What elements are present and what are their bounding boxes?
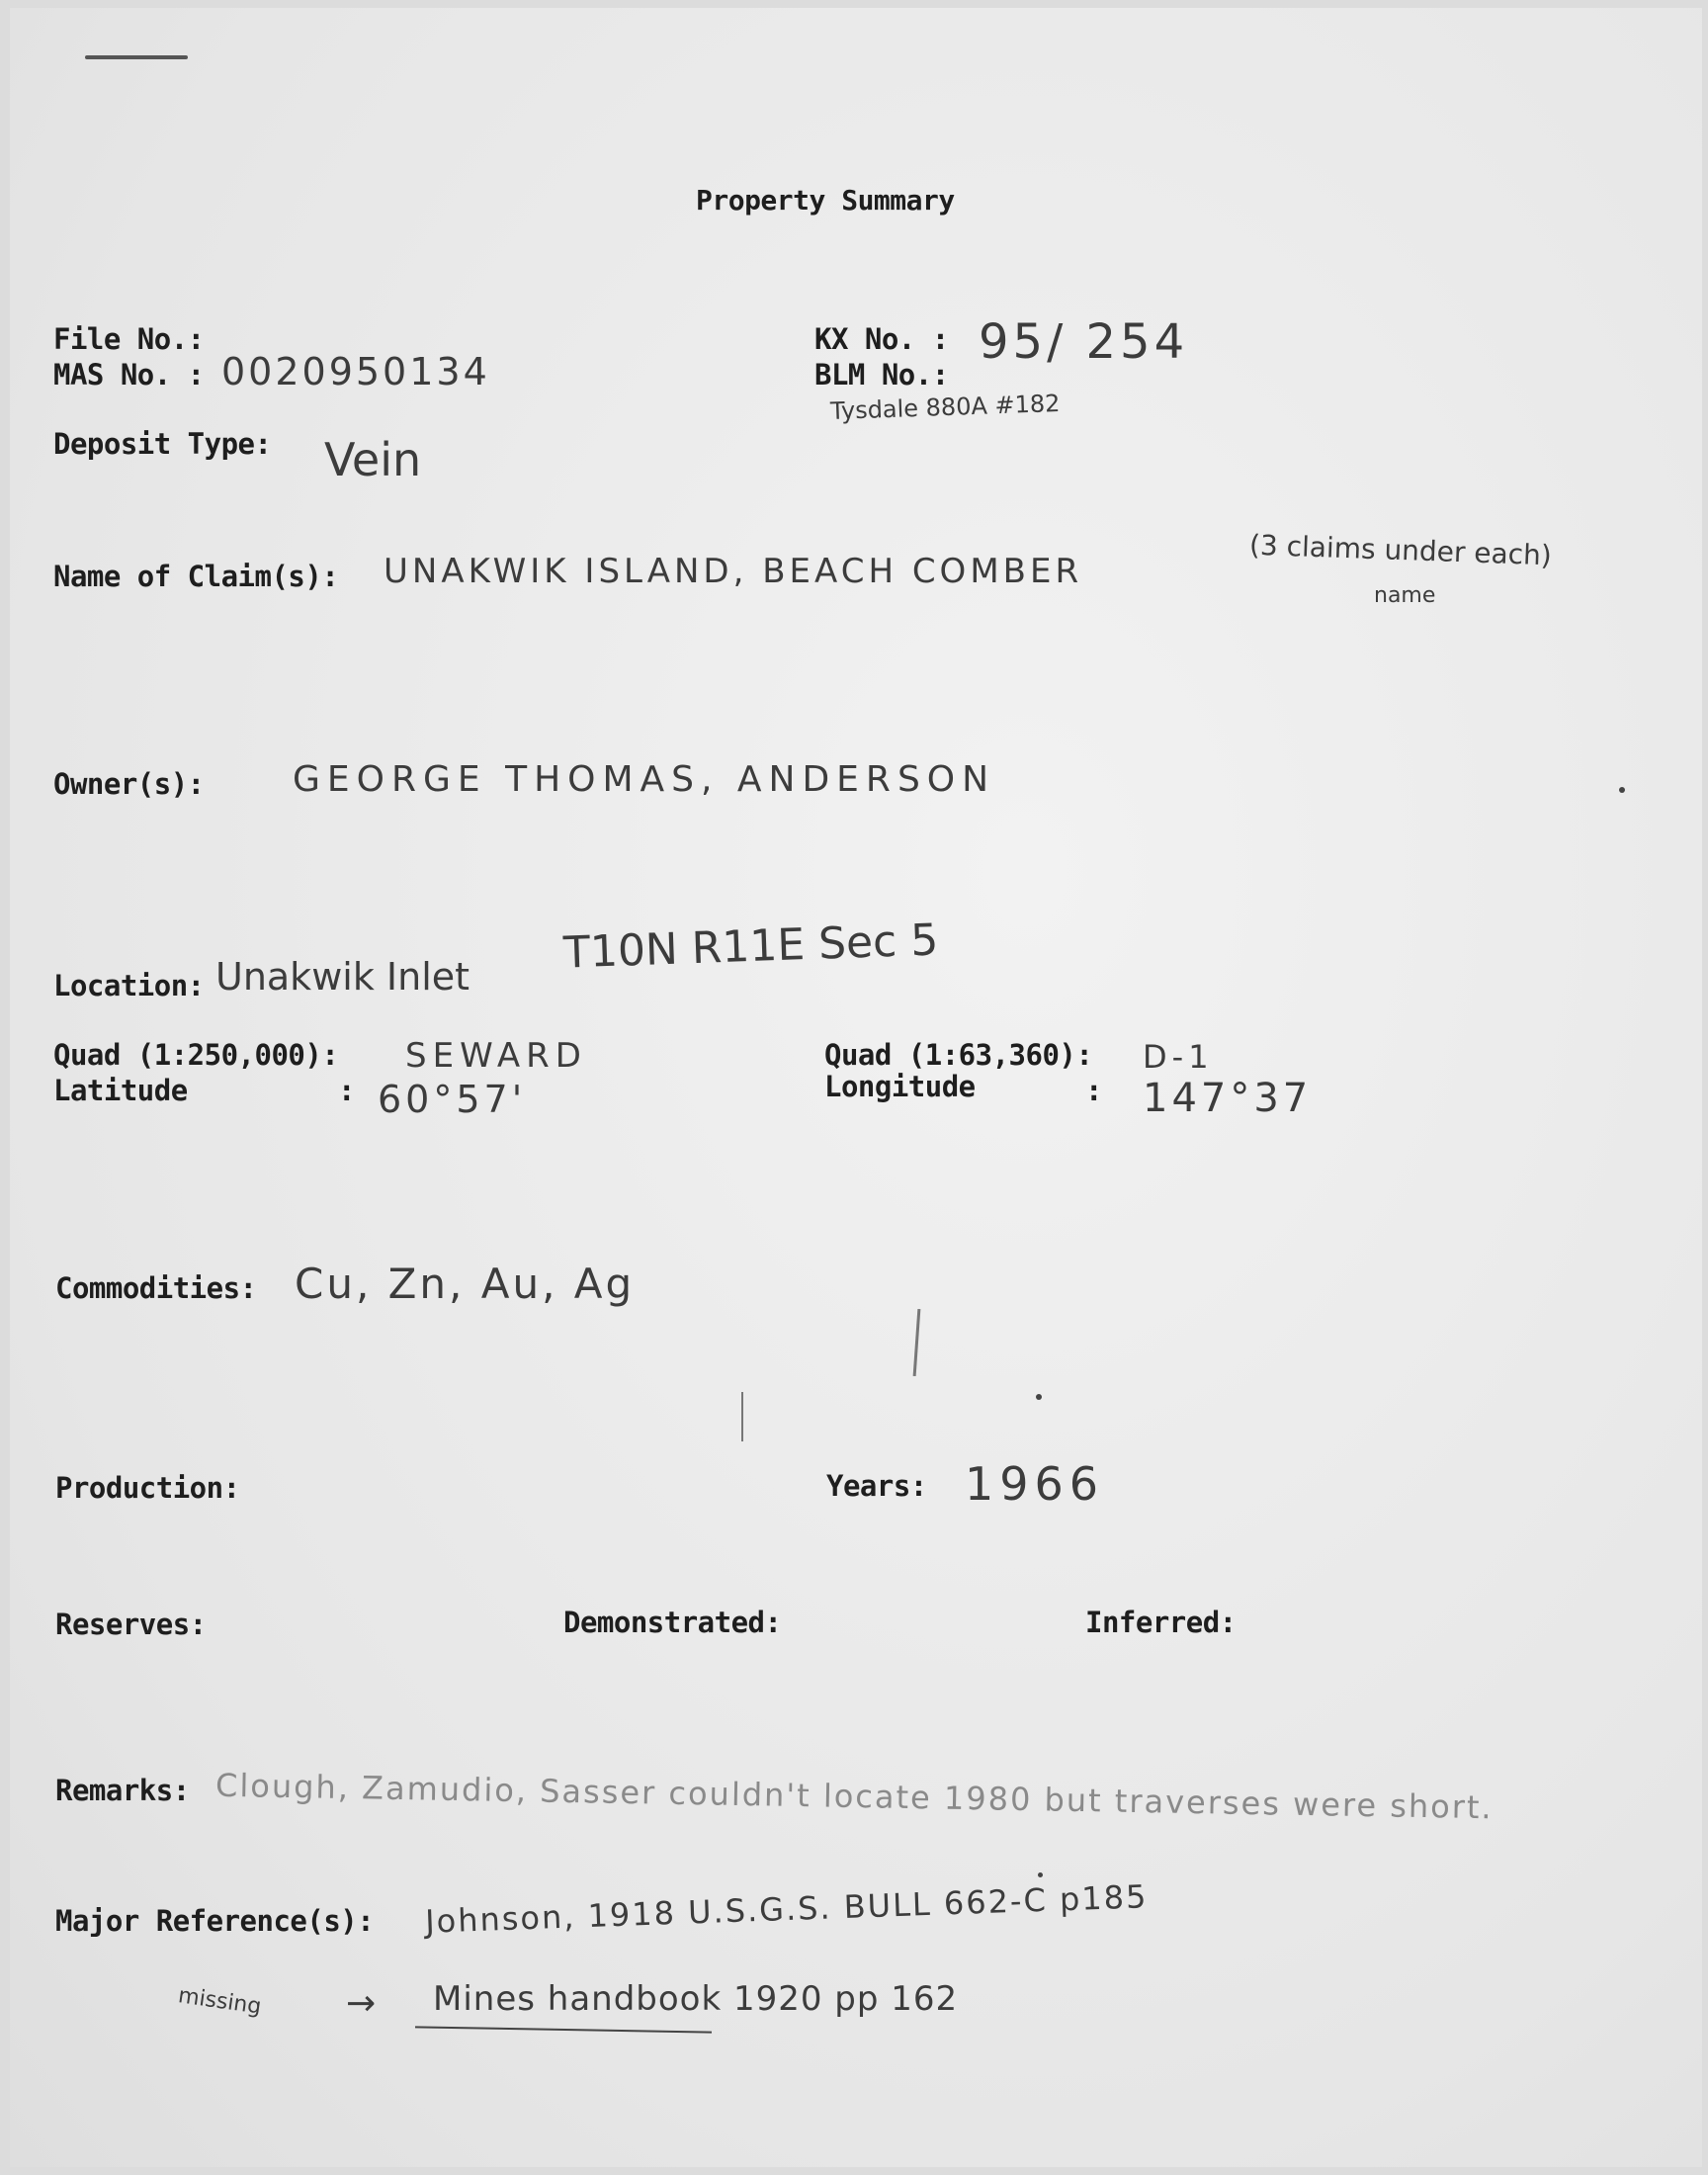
document-page [10, 8, 1702, 2167]
scan-mark [85, 55, 188, 59]
scan-speck [1036, 1394, 1042, 1400]
latitude-value: 60°57' [378, 1078, 527, 1121]
blm-note-value: Tysdale 880A #182 [829, 389, 1061, 426]
latitude-colon: : [338, 1074, 355, 1107]
demonstrated-label: Demonstrated: [563, 1606, 782, 1639]
mas-no-value: 0020950134 [221, 350, 490, 393]
major-references-label: Major Reference(s): [55, 1904, 375, 1938]
scan-speck [1619, 787, 1625, 793]
years-value: 1966 [965, 1457, 1105, 1511]
quad-250-value: SEWARD [405, 1036, 587, 1076]
deposit-type-value: Vein [324, 433, 422, 486]
mas-no-label: MAS No. : [53, 358, 205, 392]
reference-1: Johnson, 1918 U.S.G.S. BULL 662-C p185 [424, 1877, 1149, 1941]
reference-2: Mines handbook 1920 pp 162 [433, 1979, 959, 2019]
owners-label: Owner(s): [53, 767, 205, 801]
blm-no-label: BLM No.: [814, 358, 949, 392]
quad-250-label: Quad (1:250,000): [53, 1038, 339, 1072]
kx-no-label: KX No. : [814, 322, 949, 356]
reference-arrow: → [346, 1983, 377, 2024]
commodities-label: Commodities: [55, 1271, 257, 1305]
kx-no-value: 95/ 254 [979, 314, 1189, 370]
quad-63-label: Quad (1:63,360): [824, 1038, 1093, 1072]
quad-63-value: D-1 [1143, 1038, 1214, 1076]
commodities-value: Cu, Zn, Au, Ag [295, 1260, 636, 1308]
location-township: T10N R11E Sec 5 [562, 914, 940, 979]
reference-missing-note: missing [176, 1983, 263, 2020]
latitude-label: Latitude [53, 1074, 188, 1107]
inferred-label: Inferred: [1085, 1606, 1237, 1639]
scan-streak [741, 1392, 743, 1441]
claims-note: (3 claims under each) [1248, 528, 1553, 572]
location-value: Unakwik Inlet [215, 955, 470, 999]
longitude-colon: : [1085, 1074, 1102, 1107]
file-no-label: File No.: [53, 322, 205, 356]
claims-value: UNAKWIK ISLAND, BEACH COMBER [384, 552, 1083, 591]
claims-note-2: name [1374, 583, 1436, 608]
reference-2-underline [415, 2026, 712, 2033]
years-label: Years: [826, 1469, 927, 1503]
longitude-label: Longitude [824, 1070, 976, 1103]
owners-value: GEORGE THOMAS, ANDERSON [293, 759, 996, 800]
claims-label: Name of Claim(s): [53, 560, 339, 593]
scan-streak [913, 1309, 921, 1376]
longitude-value: 147°37 [1143, 1076, 1313, 1121]
page-title: Property Summary [696, 184, 955, 217]
production-label: Production: [55, 1471, 240, 1505]
remarks-label: Remarks: [55, 1774, 190, 1807]
deposit-type-label: Deposit Type: [53, 427, 272, 461]
remarks-value: Clough, Zamudio, Sasser couldn't locate 1980 but traverses were short. [214, 1766, 1494, 1827]
location-label: Location: [53, 969, 205, 1002]
scan-speck [1038, 1872, 1043, 1877]
reserves-label: Reserves: [55, 1608, 207, 1641]
